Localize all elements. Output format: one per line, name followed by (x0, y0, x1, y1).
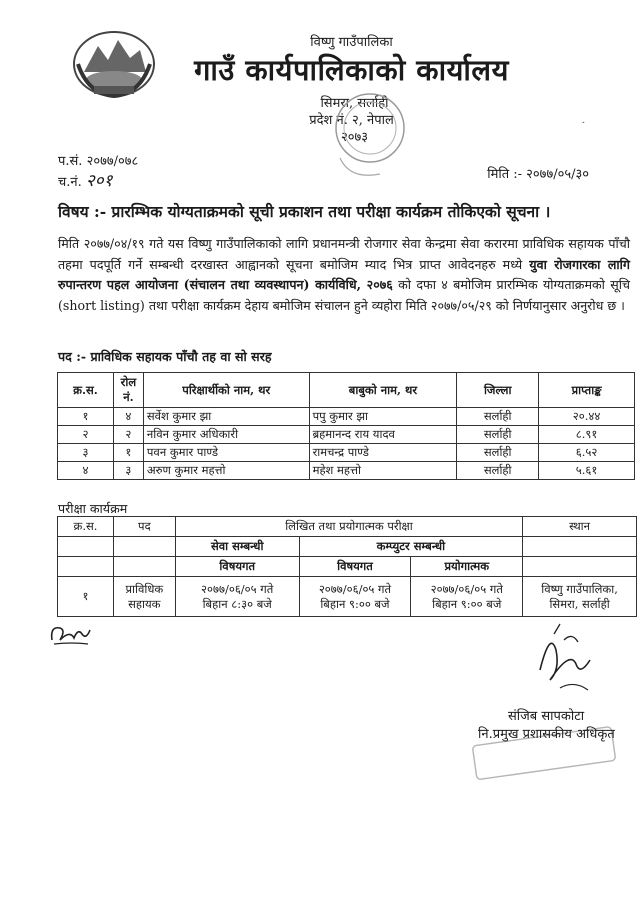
office-province: प्रदेश नं. २, नेपाल (309, 113, 394, 128)
exam-col-sn: क्र.स. (58, 517, 114, 537)
notice-body (58, 234, 630, 316)
exam-cell-sn: १ (58, 577, 114, 617)
cell-father: रामचन्द्र पाण्डे (309, 444, 457, 462)
established-year: २०७३ (340, 130, 369, 145)
cell-score: ५.६१ (539, 462, 635, 480)
exam-cell-venue: विष्णु गाउँपालिका, सिमरा, सर्लाही (523, 577, 637, 617)
exam-header-row-1 (58, 517, 637, 537)
body-part-2: को दफा ४ बमोजिम प्रारम्भिक योग्यताक्रमको सूचि (short listing) तथा परीक्षा कार्यक्रम देहाय बमोजिम संचालन हुने व्यहोरा मिति २०७७/०५/२९ को निर्णयानुसार अनुरोध छ । (58, 277, 630, 313)
exam-cell-comp-practical (411, 577, 523, 617)
exam-blank (113, 557, 175, 577)
col-header-father: बाबुको नाम, थर (309, 373, 457, 408)
cell-roll: ४ (113, 408, 143, 426)
notice-subject: विषय :- प्रारम्भिक योग्यताक्रमको सूची प्रकाशन तथा परीक्षा कार्यक्रम तोकिएको सूचना । (58, 202, 551, 221)
cell-district: सर्लाही (457, 462, 539, 480)
body-bold-rule: युवा रोजगारका लागि रुपान्तरण पहल आयोजना (संचालन तथा व्यवस्थापन) कार्यविधि, २०७६ (58, 256, 630, 292)
exam-blank (523, 537, 637, 557)
exam-cell-post: प्राविधिक सहायक (113, 577, 175, 617)
exam-header-row-2 (58, 537, 637, 557)
letter-number: प.सं. २०७७/०७८ (58, 154, 139, 169)
cell-sn: ४ (58, 462, 114, 480)
post-heading: पद :- प्राविधिक सहायक पाँचौ तह वा सो सरह (58, 349, 272, 364)
exam-col-service-subjective: विषयगत (175, 557, 299, 577)
municipality-name: विष्णु गाउँपालिका (310, 35, 393, 50)
col-header-sn: क्र.स. (58, 373, 114, 408)
cell-father: ब्रहमानन्द राय यादव (309, 426, 457, 444)
col-header-roll: रोल नं. (113, 373, 143, 408)
exam-service-time: बिहान ८:३० बजे (202, 596, 272, 611)
exam-comp-prac-time: बिहान ९:०० बजे (432, 596, 502, 611)
exam-blank (58, 537, 114, 557)
cell-sn: २ (58, 426, 114, 444)
exam-col-computer-subjective: विषयगत (299, 557, 411, 577)
signer-role: नि.प्रमुख प्रशासकीय अधिकृत (478, 727, 615, 742)
cell-score: ६.५२ (539, 444, 635, 462)
exam-cell-comp-subjective (299, 577, 411, 617)
exam-header-row-3 (58, 557, 637, 577)
initials-signature-icon (48, 620, 94, 648)
cell-father: महेश महत्तो (309, 462, 457, 480)
exam-col-post: पद (113, 517, 175, 537)
office-stamp-icon (300, 88, 410, 188)
signer-name: संजिब सापकोटा (508, 709, 585, 724)
dispatch-number (58, 168, 112, 191)
exam-blank (58, 557, 114, 577)
exam-service-date: २०७७/०६/०५ गते (201, 581, 274, 596)
cell-candidate: नविन कुमार अधिकारी (143, 426, 309, 444)
col-header-candidate: परिक्षार्थीको नाम, थर (143, 373, 309, 408)
cell-district: सर्लाही (457, 408, 539, 426)
notice-date: मिति :- २०७७/०५/३० (487, 167, 589, 182)
cell-sn: ३ (58, 444, 114, 462)
table-row (58, 444, 635, 462)
cell-roll: ३ (113, 462, 143, 480)
cell-score: २०.४४ (539, 408, 635, 426)
officer-signature-icon (520, 620, 600, 700)
col-header-district: जिल्ला (457, 373, 539, 408)
cell-district: सर्लाही (457, 426, 539, 444)
table-row (58, 577, 637, 617)
body-part-1: मिति २०७७/०४/१९ गते यस विष्णु गाउँपालिकाको लागि प्रधानमन्त्री रोजगार सेवा केन्द्रमा सेवा करारमा प्राविधिक सहायक पाँचौ तहमा पदपूर्ति गर्ने सम्बन्धी दरखास्त आह्वानको सूचना बमोजिम म्याद भित्र प्राप्त आवेदनहरु मध्ये (58, 236, 630, 272)
table-row (58, 408, 635, 426)
cell-father: पपु कुमार झा (309, 408, 457, 426)
exam-comp-subj-time: बिहान ९:०० बजे (320, 596, 390, 611)
table-row (58, 462, 635, 480)
exam-cell-service (175, 577, 299, 617)
exam-col-written-practical: लिखित तथा प्रयोगात्मक परीक्षा (175, 517, 522, 537)
office-title: गाउँ कार्यपालिकाको कार्यालय (194, 53, 509, 87)
exam-col-service: सेवा सम्बन्धी (175, 537, 299, 557)
col-header-score: प्राप्ताङ्क (539, 373, 635, 408)
exam-comp-prac-date: २०७७/०६/०५ गते (430, 581, 503, 596)
scan-mark: ·ּ (582, 118, 586, 129)
cell-roll: २ (113, 426, 143, 444)
exam-col-computer-practical: प्रयोगात्मक (411, 557, 523, 577)
cell-candidate: पवन कुमार पाण्डे (143, 444, 309, 462)
exam-schedule-title: परीक्षा कार्यक्रम (58, 501, 128, 516)
cell-district: सर्लाही (457, 444, 539, 462)
cell-roll: १ (113, 444, 143, 462)
shortlist-header-row (58, 373, 635, 408)
exam-blank (113, 537, 175, 557)
cell-score: ८.९१ (539, 426, 635, 444)
dispatch-value: २०१ (85, 171, 113, 191)
shortlist-table (57, 372, 635, 480)
exam-comp-subj-date: २०७७/०६/०५ गते (318, 581, 392, 596)
exam-col-venue: स्थान (523, 517, 637, 537)
office-place: सिमरा, सर्लाही (320, 96, 389, 111)
table-row (58, 426, 635, 444)
cell-candidate: अरुण कुमार महत्तो (143, 462, 309, 480)
cell-sn: १ (58, 408, 114, 426)
dispatch-prefix: च.नं. (58, 175, 82, 190)
exam-col-computer: कम्प्युटर सम्बन्धी (299, 537, 523, 557)
exam-schedule-table (57, 516, 637, 617)
exam-blank (523, 557, 637, 577)
cell-candidate: सर्वेश कुमार झा (143, 408, 309, 426)
